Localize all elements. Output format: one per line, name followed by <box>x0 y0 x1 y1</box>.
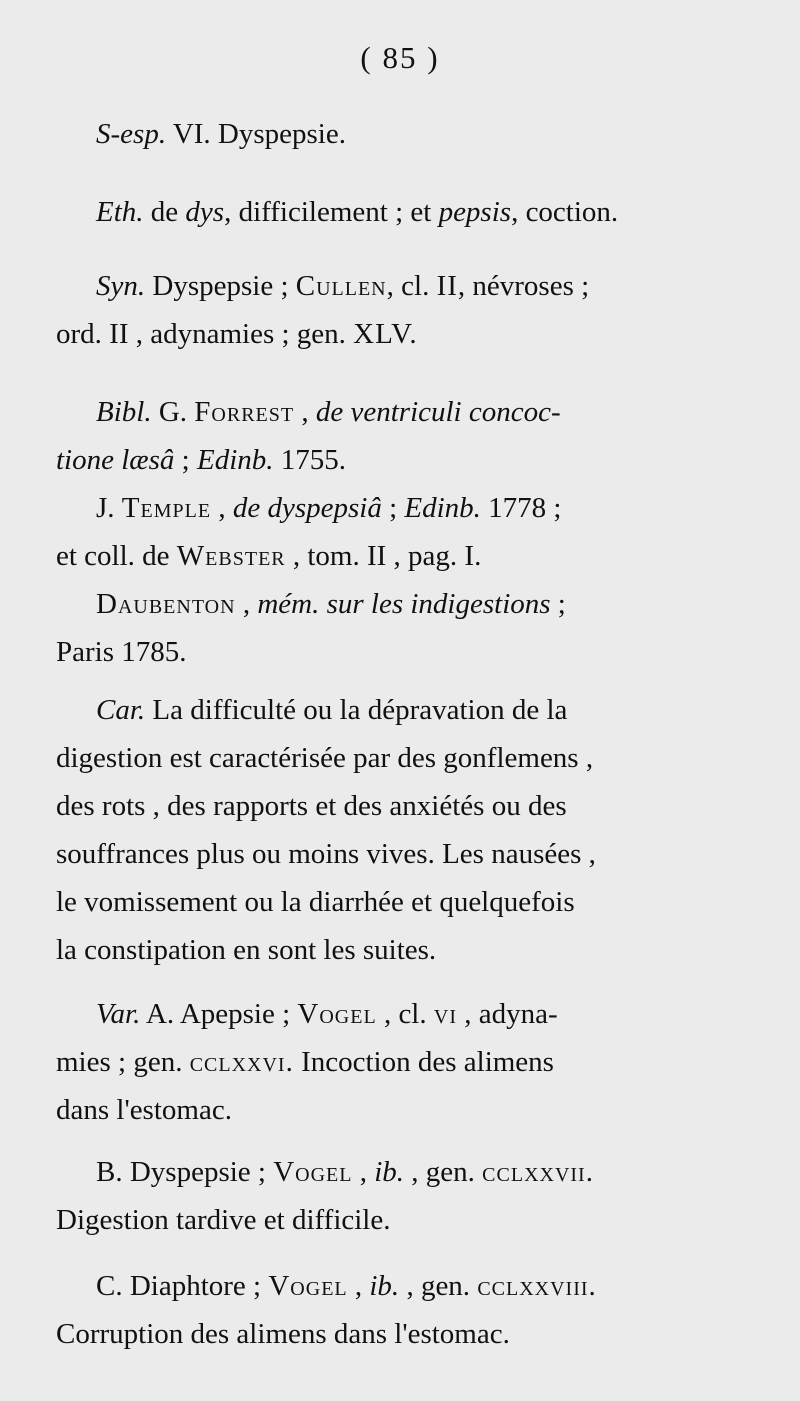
bibl-text: , <box>294 396 316 428</box>
bibl-text: J. <box>96 492 122 524</box>
car-line: le vomissement ou la diarrhée et quelquefois <box>56 886 575 918</box>
var-text: Corruption des alimens dans l'estomac. <box>56 1318 510 1350</box>
car-line: des rots , des rapports et des anxiétés ou des <box>56 790 567 822</box>
var-text: , <box>347 1270 370 1302</box>
syn-class: II <box>436 270 458 302</box>
var-text: , cl. <box>376 998 434 1030</box>
var-text: C. Diaphtore ; <box>96 1270 269 1302</box>
bibl-author: Webster <box>176 540 286 572</box>
var-text: , adyna- <box>456 998 558 1030</box>
car-abbr: Car. <box>96 694 146 726</box>
var-author: Vogel <box>268 1270 348 1302</box>
eth-text: de <box>143 196 186 228</box>
bibl-abbr: Bibl. <box>96 396 152 428</box>
bibl-text: ; <box>174 444 197 476</box>
var-text: , gen. <box>404 1156 483 1188</box>
bibl-title: tione læsâ <box>56 444 175 476</box>
var-text: Digestion tardive et difficile. <box>56 1204 391 1236</box>
var-text: A. Apepsie ; <box>140 998 298 1030</box>
syn-text: , cl. <box>386 270 437 302</box>
eth-abbr: Eth. <box>96 196 144 228</box>
eth-word: pepsis <box>438 196 512 228</box>
var-text: dans l'estomac. <box>56 1094 232 1126</box>
etymology-paragraph <box>56 188 752 236</box>
var-genus: cclxxvii. <box>482 1156 594 1188</box>
bibl-text: G. <box>151 396 195 428</box>
syn-author: Cullen <box>295 270 387 302</box>
variety-b-paragraph <box>56 1148 752 1244</box>
bibl-title: de dyspepsiâ <box>232 492 382 524</box>
var-text: , gen. <box>399 1270 478 1302</box>
bibl-author: Temple <box>121 492 212 524</box>
bibl-title: de ventriculi concoc- <box>315 396 561 428</box>
bibl-title: mém. sur les indigestions <box>257 588 551 620</box>
syn-abbr: Syn. <box>96 270 146 302</box>
eth-text: , difficilement ; et <box>224 196 439 228</box>
bibl-place: Edinb. <box>404 492 481 524</box>
car-line: la constipation en sont les suites. <box>56 934 437 966</box>
syn-genus: XLV. <box>353 318 418 350</box>
bibl-author: Daubenton <box>96 588 236 620</box>
bibl-year: 1755. <box>273 444 347 476</box>
car-line: digestion est caractérisée par des gonflemens , <box>56 742 594 774</box>
page-number: ( 85 ) <box>360 40 440 75</box>
var-text: , <box>352 1156 375 1188</box>
bibl-author: Forrest <box>194 396 295 428</box>
var-ibid: ib. <box>374 1156 405 1188</box>
bibl-text: , tom. II , pag. I. <box>285 540 482 572</box>
eth-word: dys <box>185 196 225 228</box>
bibl-text: , <box>211 492 233 524</box>
var-text: mies ; gen. <box>56 1046 190 1078</box>
bibl-year: 1778 ; <box>480 492 562 524</box>
var-abbr: Var. <box>96 998 141 1030</box>
var-author: Vogel <box>273 1156 353 1188</box>
bibl-place: Edinb. <box>196 444 274 476</box>
eth-text: , coction. <box>511 196 619 228</box>
var-class: vi <box>433 998 457 1030</box>
bibl-text: ; <box>550 588 566 620</box>
syn-text: Dyspepsie ; <box>145 270 296 302</box>
bibl-text: ; <box>381 492 405 524</box>
species-heading <box>56 110 752 158</box>
bibliography-paragraph <box>56 388 752 676</box>
var-genus: cclxxvi. <box>189 1046 294 1078</box>
bibl-text: Paris 1785. <box>56 636 187 668</box>
syn-text: , névroses ; <box>457 270 590 302</box>
var-author: Vogel <box>297 998 377 1030</box>
characteristics-paragraph <box>56 686 752 974</box>
bibl-text: , <box>235 588 258 620</box>
car-line: La difficulté ou la dépravation de la <box>145 694 568 726</box>
variety-c-paragraph <box>56 1262 752 1358</box>
bibl-text: et coll. de <box>56 540 177 572</box>
synonymy-paragraph <box>56 262 752 358</box>
heading-text: VI. Dyspepsie. <box>172 118 346 150</box>
var-text: B. Dyspepsie ; <box>96 1156 274 1188</box>
var-ibid: ib. <box>369 1270 400 1302</box>
heading-abbr: S-esp. <box>96 118 167 150</box>
syn-text: ord. II , adynamies ; gen. <box>56 318 354 350</box>
variety-a-paragraph <box>56 990 752 1134</box>
var-genus: cclxxviii. <box>477 1270 597 1302</box>
car-line: souffrances plus ou moins vives. Les nausées , <box>56 838 596 870</box>
var-text: Incoction des alimens <box>293 1046 554 1078</box>
